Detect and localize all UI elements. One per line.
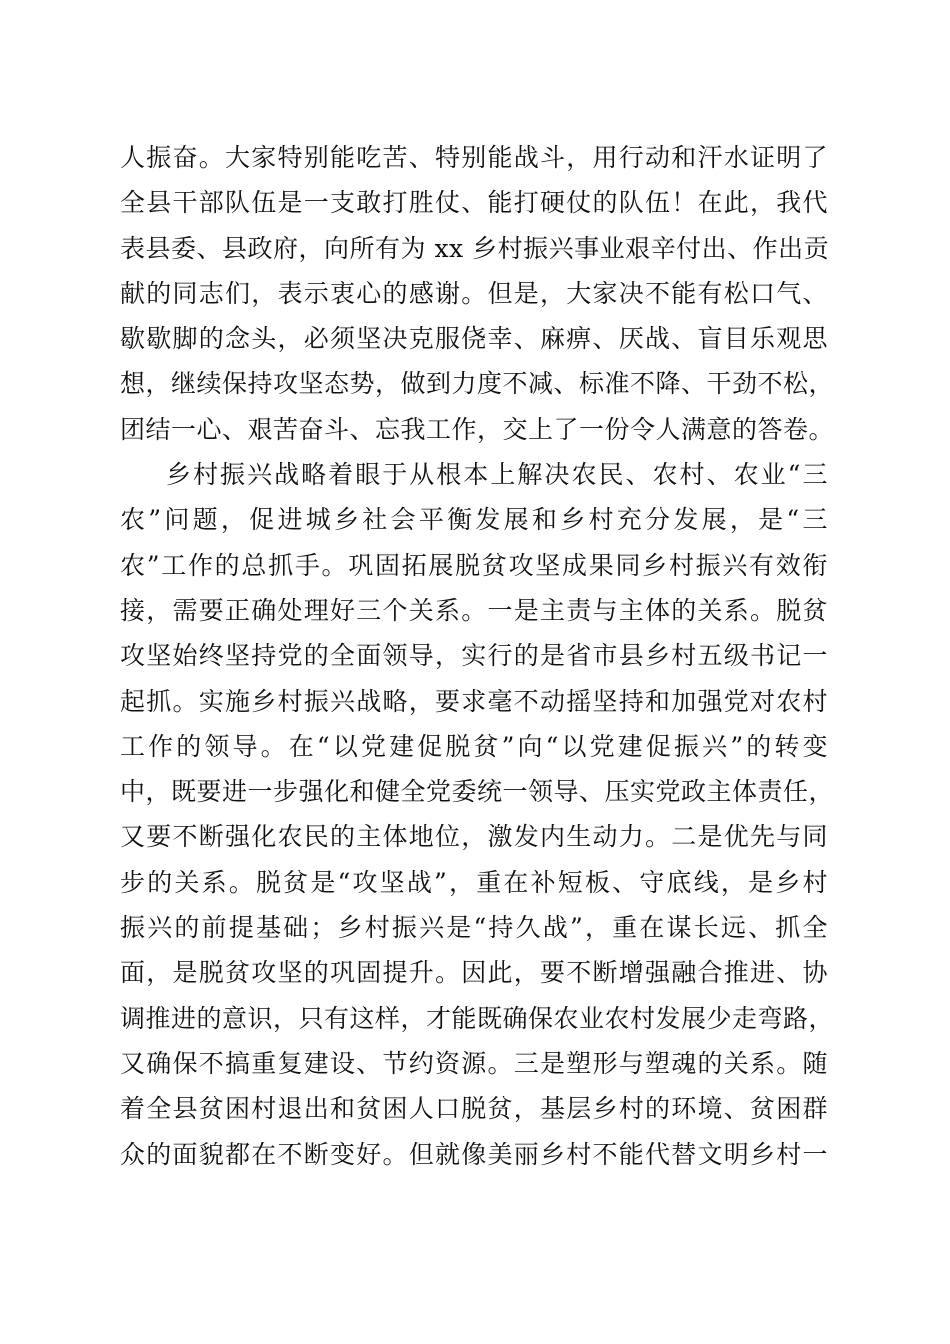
paragraph-line: 又要不断强化农民的主体地位，激发内生动力。二是优先与同	[120, 822, 828, 852]
paragraph-line: 全县干部队伍是一支敢打胜仗、能打硬仗的队伍！在此，我代	[120, 188, 828, 218]
paragraph-line: 中，既要进一步强化和健全党委统一领导、压实党政主体责任，	[120, 777, 835, 807]
document-body	[120, 135, 835, 1177]
paragraph-line: 接，需要正确处理好三个关系。一是主责与主体的关系。脱贫	[120, 595, 828, 625]
paragraph-line: 人振奋。大家特别能吃苦、特别能战斗，用行动和汗水证明了	[120, 143, 828, 172]
paragraph-line: 又确保不搞重复建设、节约资源。三是塑形与塑魂的关系。随	[120, 1048, 828, 1078]
paragraph-line: 振兴的前提基础；乡村振兴是“持久战”，重在谋长远、抓全	[120, 913, 828, 943]
paragraph-line: 歇歇脚的念头，必须坚决克服侥幸、麻痹、厌战、盲目乐观思	[120, 324, 828, 354]
paragraph-line: 调推进的意识，只有这样，才能既确保农业农村发展少走弯路，	[120, 1003, 835, 1033]
paragraph-line: 众的面貌都在不断变好。但就像美丽乡村不能代替文明乡村一	[120, 1139, 828, 1169]
paragraph-line: 农”工作的总抓手。巩固拓展脱贫攻坚成果同乡村振兴有效衔	[120, 550, 828, 580]
paragraph-1	[120, 135, 835, 452]
paragraph-line: 着全县贫困村退出和贫困人口脱贫，基层乡村的环境、贫困群	[120, 1094, 828, 1124]
paragraph-line: 乡村振兴战略着眼于从根本上解决农民、农村、农业“三	[166, 460, 828, 490]
paragraph-line: 工作的领导。在“以党建促脱贫”向“以党建促振兴”的转变	[120, 731, 828, 761]
paragraph-line: 农”问题，促进城乡社会平衡发展和乡村充分发展，是“三	[120, 505, 828, 535]
paragraph-line: 献的同志们，表示衷心的感谢。但是，大家决不能有松口气、	[120, 278, 828, 308]
paragraph-line: 步的关系。脱贫是“攻坚战”，重在补短板、守底线，是乡村	[120, 867, 828, 897]
paragraph-line: 起抓。实施乡村振兴战略，要求毫不动摇坚持和加强党对农村	[120, 686, 828, 716]
paragraph-line: 面，是脱贫攻坚的巩固提升。因此，要不断增强融合推进、协	[120, 958, 828, 988]
paragraph-2	[120, 452, 835, 1177]
paragraph-line: 想，继续保持攻坚态势，做到力度不减、标准不降、干劲不松，	[120, 369, 835, 399]
paragraph-line: 攻坚始终坚持党的全面领导，实行的是省市县乡村五级书记一	[120, 641, 828, 671]
paragraph-line: 表县委、县政府，向所有为 xx 乡村振兴事业艰辛付出、作出贡	[120, 233, 830, 263]
paragraph-line: 团结一心、艰苦奋斗、忘我工作，交上了一份令人满意的答卷。	[120, 414, 835, 444]
